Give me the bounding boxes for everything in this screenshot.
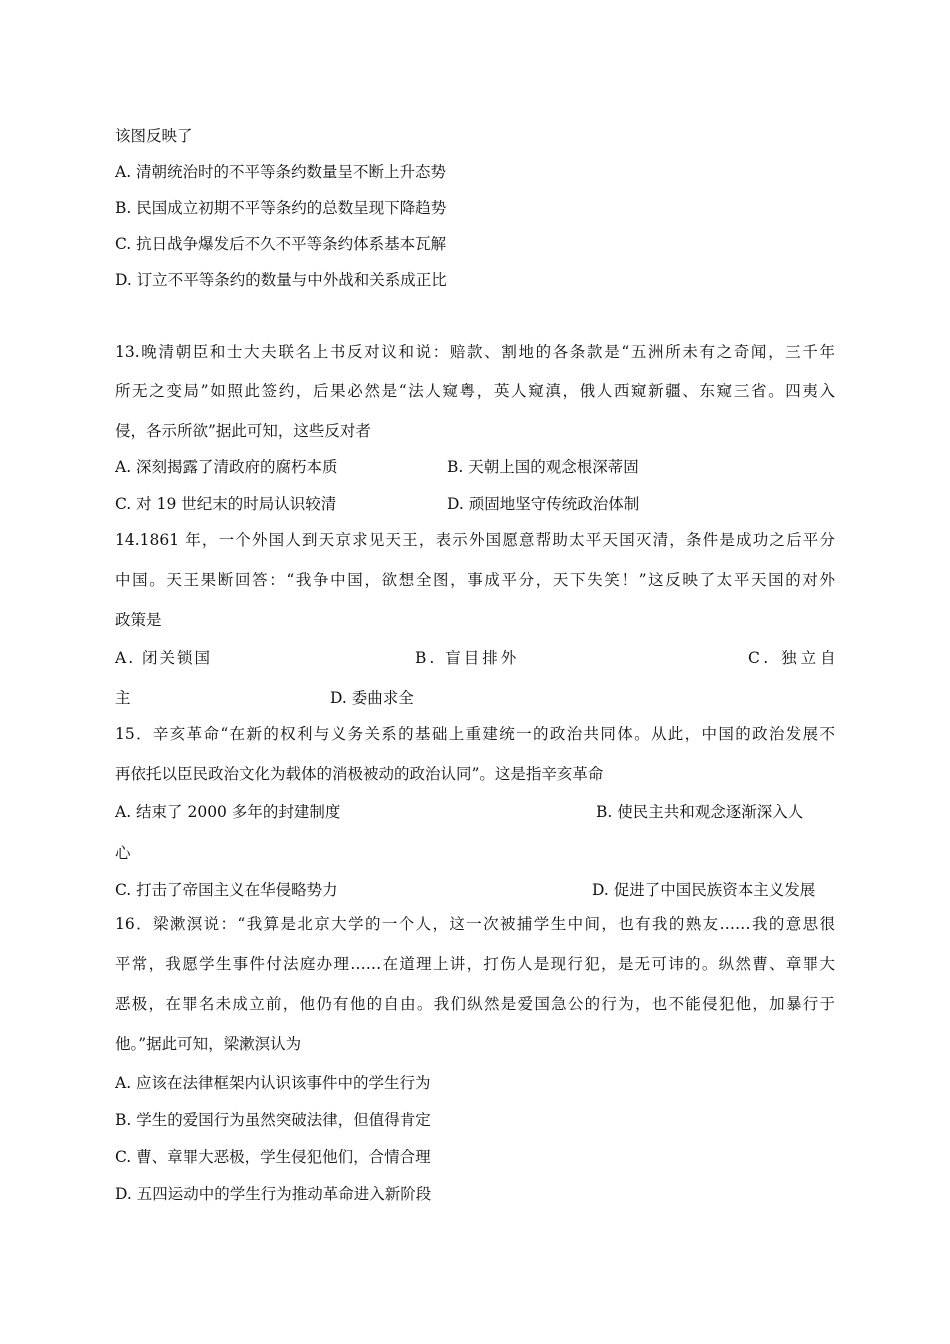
q16-stem-line-1: 16．梁漱溟说：“我算是北京大学的一个人，这一次被捕学生中间，也有我的熟友……我的意思很 — [115, 915, 835, 933]
q16-option-b: B. 学生的爱国行为虽然突破法律，但值得肯定 — [115, 1111, 431, 1129]
q15-option-a: A. 结束了 2000 多年的封建制度 — [115, 803, 341, 821]
q14-option-c-wrap: 主 — [115, 689, 131, 707]
q13-option-b: B. 天朝上国的观念根深蒂固 — [447, 458, 639, 476]
q14-stem-line-2: 中国。天王果断回答：“我争中国，欲想全图，事成平分，天下失笑！”这反映了太平天国的对外 — [115, 571, 835, 589]
q16-option-d: D. 五四运动中的学生行为推动革命进入新阶段 — [115, 1185, 432, 1203]
q13-stem-line-2: 所无之变局”如照此签约，后果必然是“法人窥粤，英人窥滇，俄人西窥新疆、东窥三省。四夷入 — [115, 382, 835, 400]
q12-option-b: B. 民国成立初期不平等条约的总数呈现下降趋势 — [115, 199, 447, 217]
q14-option-d: D. 委曲求全 — [330, 689, 414, 707]
q16-option-a: A. 应该在法律框架内认识该事件中的学生行为 — [115, 1074, 431, 1092]
q14-option-a: A. 闭关锁国 — [115, 649, 213, 667]
q13-option-a: A. 深刻揭露了清政府的腐朽本质 — [115, 458, 338, 476]
q15-stem-line-1: 15．辛亥革命“在新的权利与义务关系的基础上重建统一的政治共同体。从此，中国的政治发展不 — [115, 725, 835, 743]
q16-stem-line-4: 他。”据此可知，梁漱溟认为 — [115, 1035, 302, 1053]
q14-stem-line-1: 14.1861 年，一个外国人到天京求见天王，表示外国愿意帮助太平天国灭清，条件是成功之后平分 — [115, 531, 835, 549]
q13-stem-line-3: 侵，各示所欲”据此可知，这些反对者 — [115, 422, 371, 440]
q15-option-b: B. 使民主共和观念逐渐深入人 — [596, 803, 804, 821]
q16-option-c: C. 曹、章罪大恶极，学生侵犯他们，合情合理 — [115, 1148, 431, 1166]
q12-option-c: C. 抗日战争爆发后不久不平等条约体系基本瓦解 — [115, 235, 447, 253]
q16-stem-line-3: 恶极，在罪名未成立前，他仍有他的自由。我们纵然是爱国急公的行为，也不能侵犯他，加暴行于 — [115, 995, 835, 1013]
q15-option-b-wrap: 心 — [115, 844, 131, 862]
q14-option-c: C. 独立自 — [748, 649, 840, 667]
q12-option-d: D. 订立不平等条约的数量与中外战和关系成正比 — [115, 271, 447, 289]
q15-option-c: C. 打击了帝国主义在华侵略势力 — [115, 881, 338, 899]
q12-option-a: A. 清朝统治时的不平等条约数量呈不断上升态势 — [115, 163, 447, 181]
q13-option-c: C. 对 19 世纪末的时局认识较清 — [115, 495, 337, 513]
q14-option-b: B. 盲目排外 — [415, 649, 520, 667]
q14-stem-line-3: 政策是 — [115, 611, 162, 629]
q13-stem-line-1: 13.晚清朝臣和士大夫联名上书反对议和说：赔款、割地的各条款是“五洲所未有之奇闻，三千年 — [115, 343, 835, 361]
q12-stem: 该图反映了 — [115, 127, 193, 145]
q15-option-d: D. 促进了中国民族资本主义发展 — [592, 881, 816, 899]
q16-stem-line-2: 平常，我愿学生事件付法庭办理……在道理上讲，打伤人是现行犯，是无可讳的。纵然曹、章罪大 — [115, 955, 835, 973]
q15-stem-line-2: 再依托以臣民政治文化为载体的消极被动的政治认同”。这是指辛亥革命 — [115, 765, 604, 783]
q13-option-d: D. 顽固地坚守传统政治体制 — [447, 495, 640, 513]
